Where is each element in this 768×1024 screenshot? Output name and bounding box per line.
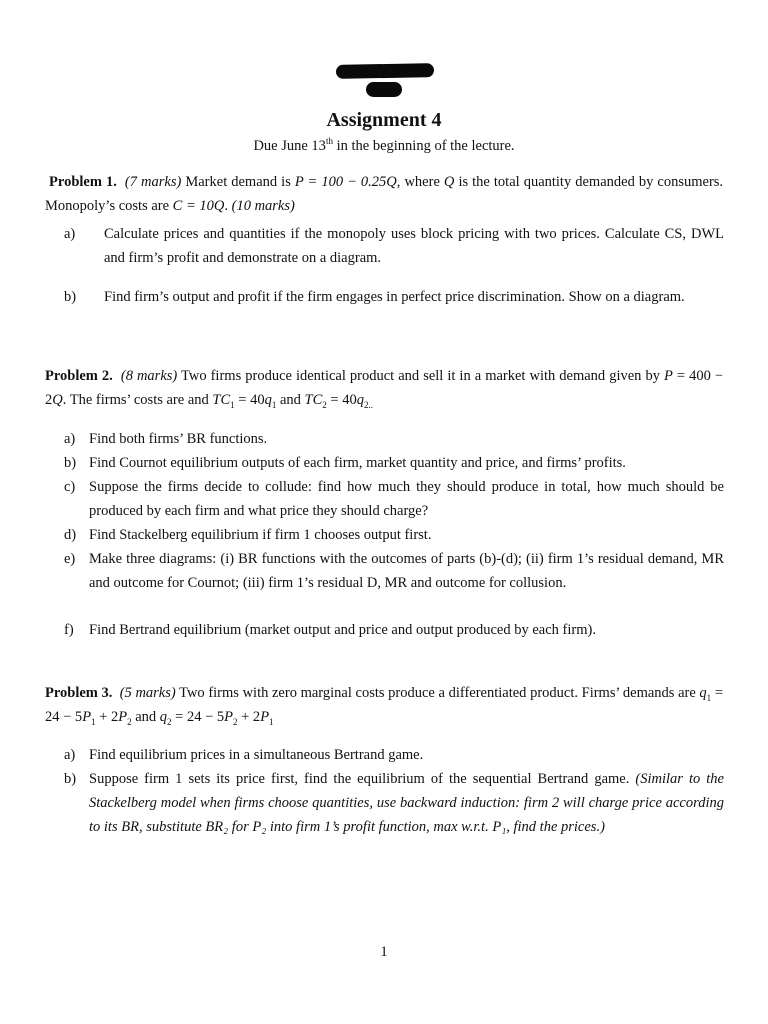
part-text — [89, 767, 724, 839]
math-text: + 2 — [95, 709, 119, 725]
redaction-mark — [366, 82, 402, 97]
problem-2-part — [64, 523, 724, 547]
math-symbol: q — [356, 392, 364, 408]
part-text: Find Stackelberg equilibrium if firm 1 chooses output first. — [89, 527, 432, 543]
math-text: = 24 − 5 — [45, 685, 723, 725]
part-hint: (Similar to the Stackelberg model when firms choose quantities, use backward induction: firm 2 will charge price according to its BR, substitute BR₂ for P₂ into firm 1’s profit function, max w.r.t. P₁, find the prices.) — [89, 771, 724, 835]
demand-equation: P = 100 − 0.25Q — [294, 174, 397, 190]
math-symbol: P — [224, 709, 233, 725]
math-subscript: 2 — [322, 399, 327, 410]
math-subscript: 2 — [167, 716, 172, 727]
math-symbol: P — [260, 709, 270, 725]
problem-1-part — [64, 222, 724, 270]
math-subscript: 2 — [233, 716, 238, 727]
part-label: f) — [64, 622, 74, 638]
part-text: Find Cournot equilibrium outputs of each firm, market quantity and price, and firms’ profits. — [89, 455, 626, 471]
page-number: 1 — [380, 944, 388, 960]
due-date — [0, 134, 768, 158]
part-label: b) — [64, 455, 77, 471]
problem-3-part — [64, 743, 724, 767]
part-text: Find both firms’ BR functions. — [89, 431, 268, 447]
math-subscript: 1 — [271, 399, 277, 410]
part-text: Find equilibrium prices in a simultaneous Bertrand game. — [89, 747, 424, 763]
math-text: + 2 — [237, 709, 261, 725]
problem-marks: (8 marks) — [120, 368, 178, 384]
problem-label: Problem 3. — [45, 685, 113, 701]
part-text: Calculate prices and quantities if the monopoly uses block pricing with two prices. Calculate CS, DWL and firm’s profit and demonstrate on a diagram. — [104, 226, 724, 266]
problem-text: is the total quantity demanded by consumers. Monopoly’s costs are — [45, 174, 724, 214]
part-label: a) — [64, 226, 76, 242]
part-label: b) — [64, 771, 77, 787]
part-text: Find firm’s output and profit if the firm engages in perfect price discrimination. Show on a diagram. — [104, 289, 685, 305]
problem-1-part — [64, 285, 724, 309]
problem-2-part — [64, 618, 724, 642]
part-label: e) — [64, 551, 76, 567]
part-text-main: Suppose firm 1 sets its price first, find the equilibrium of the sequential Bertrand game. — [89, 771, 636, 787]
math-text: = 400 − 2 — [45, 368, 724, 408]
problem-text: . The firms’ costs are and — [62, 392, 213, 408]
page-title: Assignment 4 — [326, 109, 442, 131]
math-subscript: .. — [368, 399, 373, 410]
due-date-tail: in the beginning of the lecture. — [332, 138, 515, 154]
math-symbol: P — [118, 709, 128, 725]
due-date-sup: th — [325, 136, 333, 147]
math-subscript: 1 — [269, 716, 274, 727]
cost-equation: C = 10Q — [172, 198, 225, 214]
problem-2-part — [64, 547, 724, 595]
math-text: = 40 — [234, 392, 265, 408]
math-subscript: 2 — [127, 716, 132, 727]
problem-1-statement — [45, 170, 723, 218]
math-subscript: 1 — [230, 399, 235, 410]
due-date-text: Due June 13 — [253, 138, 326, 154]
problem-3-part — [64, 767, 724, 839]
part-text: Find Bertrand equilibrium (market output and price and output produced by each firm). — [89, 622, 596, 638]
part-label: d) — [64, 527, 77, 543]
math-symbol: q — [699, 685, 707, 701]
math-symbol: TC — [212, 392, 231, 408]
math-text: = 40 — [326, 392, 357, 408]
math-subscript: 1 — [706, 692, 712, 703]
problem-2-part — [64, 475, 724, 523]
problem-3-statement — [45, 681, 723, 729]
problem-marks: (5 marks) — [119, 685, 176, 701]
problem-text: . — [224, 198, 232, 214]
part-label: b) — [64, 289, 77, 305]
math-symbol: P — [663, 368, 673, 384]
problem-text: , where — [396, 174, 444, 190]
math-symbol: q — [264, 392, 272, 408]
problem-label: Problem 1. — [49, 174, 117, 190]
problem-text: Market demand is — [181, 174, 295, 190]
math-subscript: 2 — [363, 399, 369, 410]
problem-marks: (7 marks) — [124, 174, 182, 190]
part-label: c) — [64, 479, 76, 495]
problem-text: Two firms with zero marginal costs produce a differentiated product. Firms’ demands are — [175, 685, 700, 701]
part-label: a) — [64, 747, 76, 763]
problem-2-statement — [45, 364, 723, 412]
math-subscript: 1 — [91, 716, 96, 727]
part-text: Make three diagrams: (i) BR functions with the outcomes of parts (b)-(d); (ii) firm 1’s residual demand, MR and outcome for Cournot; (iii) firm 1’s residual D, MR and outcome for collusion. — [89, 551, 724, 591]
math-symbol: q — [159, 709, 168, 725]
part-label: a) — [64, 431, 76, 447]
math-symbol: Q — [52, 392, 63, 408]
math-text: = 24 − 5 — [171, 709, 225, 725]
problem-text: Two firms produce identical product and sell it in a market with demand given by — [177, 368, 664, 384]
problem-text: and — [276, 392, 305, 408]
problem-2-part — [64, 427, 724, 451]
part-text: Suppose the firms decide to collude: find how much they should produce in total, how much should be produced by each firm and what price they should charge? — [89, 479, 724, 519]
problem-2-part — [64, 451, 724, 475]
math-symbol: TC — [304, 392, 323, 408]
math-symbol: P — [82, 709, 92, 725]
math-symbol: Q — [443, 174, 455, 190]
redaction-mark — [336, 63, 434, 79]
problem-marks: (10 marks) — [231, 198, 295, 214]
problem-text: and — [131, 709, 160, 725]
problem-label: Problem 2. — [45, 368, 113, 384]
